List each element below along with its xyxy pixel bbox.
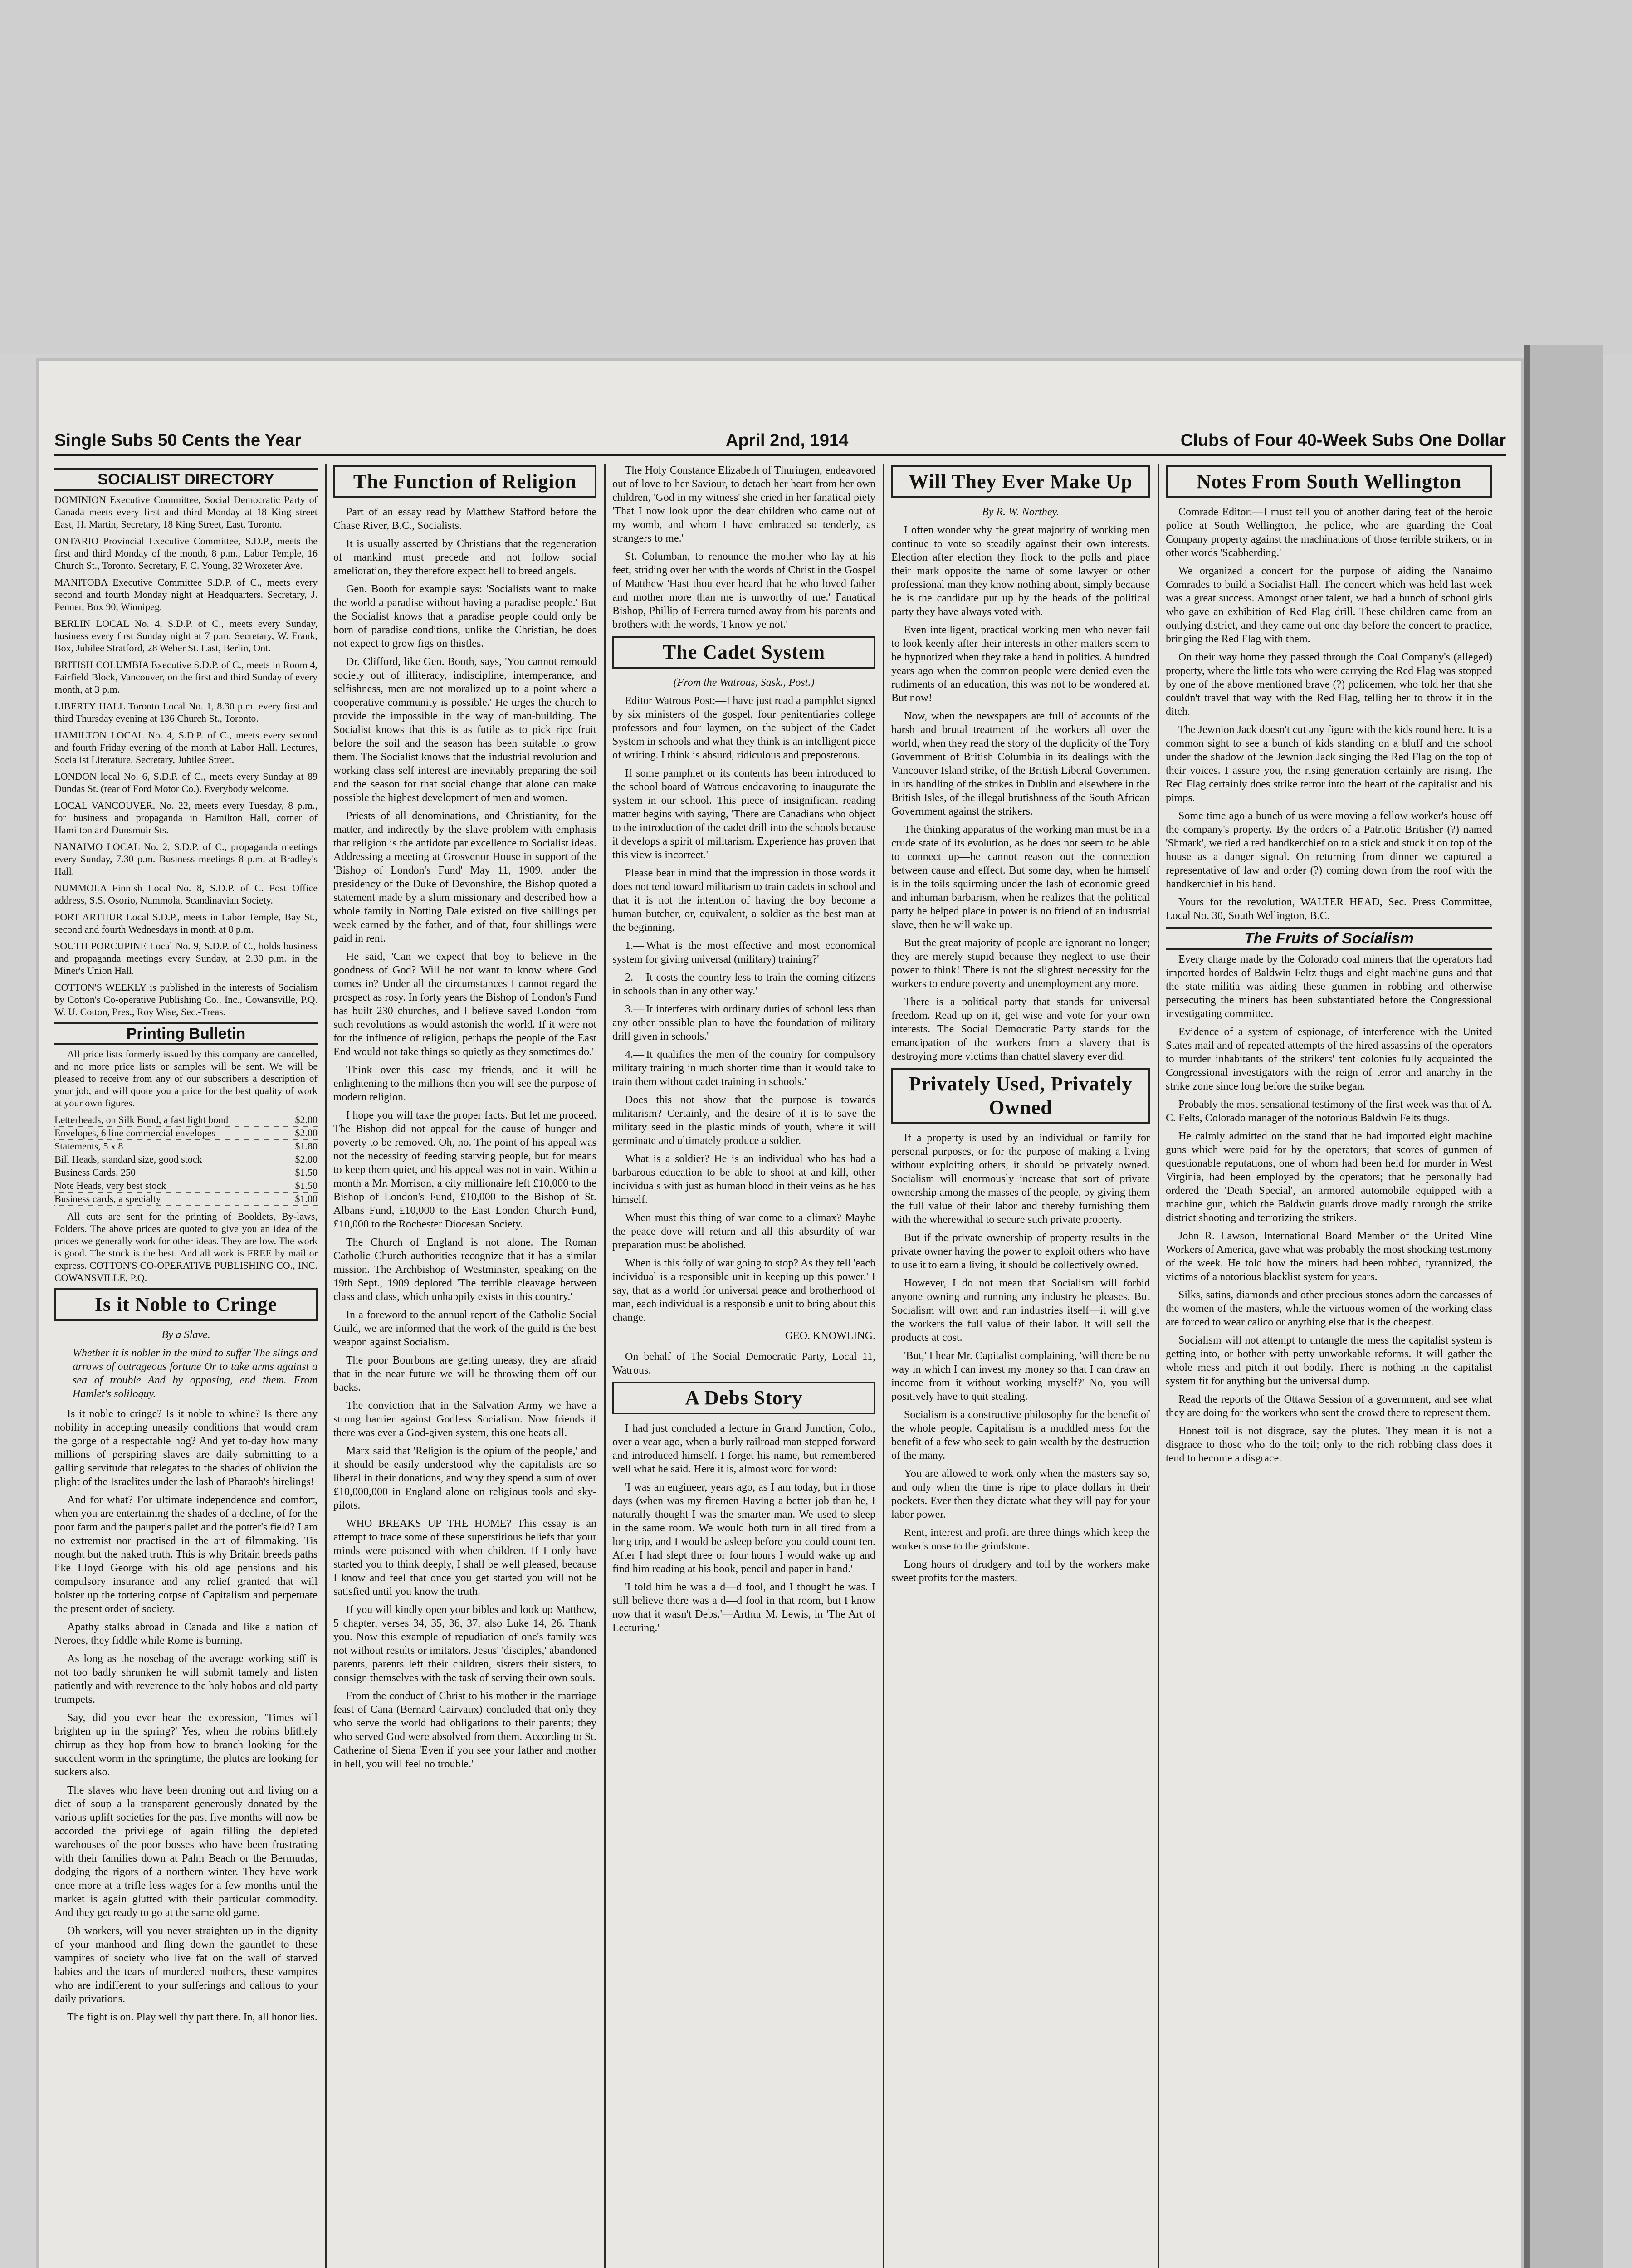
directory-entry: BRITISH COLUMBIA Executive S.D.P. of C., meets in Room 4, Fairfield Block, Vancouver, on the first and third Sunday of every month, at 3 p.m. xyxy=(54,659,318,695)
wellington-paragraph: On their way home they passed through the Coal Company's (alleged) property, where the little tots who were carrying the Red Flag was stopped by one of the above mentioned brave (?) policemen, who told her that she couldn't travel that way with the Red Flag, telling her to throw it in the ditch. xyxy=(1166,651,1492,718)
cadet-paragraph: On behalf of The Social Democratic Party, Local 11, Watrous. xyxy=(612,1351,875,1376)
cadet-paragraph: Does this not show that the purpose is towards militarism? Certainly, and the desire of it is to save the military seed in the plastic minds of youth, where it will germinate and ultimately produce a soldier. xyxy=(612,1094,875,1147)
column-3 xyxy=(612,464,875,2268)
club-rate: Clubs of Four 40-Week Subs One Dollar xyxy=(1180,431,1506,450)
wellington-headline-box xyxy=(1166,465,1492,498)
debs-headline-box xyxy=(612,1382,875,1414)
religion-paragraph: It is usually asserted by Christians that the regeneration of mankind must precede and not follow social amelioration, they therefore expect hell to breed angels. xyxy=(333,538,596,577)
makeup-paragraph: There is a political party that stands for universal freedom. Read up on it, get wise and vote for your own interests. The Social Democratic Party stands for the emancipation of the workers from a slavery that is destroying more victims than chattel slavery ever did. xyxy=(891,996,1150,1062)
subscription-rate: Single Subs 50 Cents the Year xyxy=(54,431,302,450)
directory-entry: MANITOBA Executive Committee S.D.P. of C., meets every second and fourth Monday night at Headquarters. Secretary, J. Penner, Box 90, Winnipeg. xyxy=(54,577,318,612)
wellington-paragraph: We organized a concert for the purpose of aiding the Nanaimo Comrades to build a Socialist Hall. The concert which was held last week was a great success. Amongst other talent, we had a bunch of school girls who gave an exhibition of Red Flag drill. These children came from an outlying district, and they came out one day before the concert to practice, bringing the Red Flag with them. xyxy=(1166,565,1492,645)
religion-continued: The Holy Constance Elizabeth of Thuringen, endeavored out of love to her Saviour, to detach her heart from her own children, 'God in my witness' she cried in her fanatical piety 'That I now look upon the dear children who came out of my womb, and whom I have embraced so tenderly, as strangers to me.' xyxy=(612,464,875,544)
cadet-paragraph: What is a soldier? He is an individual who has had a barbarous education to be able to shoot at and kill, other individuals with just as human blood in their veins as he has himself. xyxy=(612,1153,875,1206)
religion-paragraph: The Church of England is not alone. The Roman Catholic Church authorities recognize that it has a similar mission. The Archbishop of Westminster, speaking on the 19th Sept., 1909 deplored 'The terrible cleavage between class and class, which unhappily exists in this country.' xyxy=(333,1237,596,1303)
cringe-paragraph: Apathy stalks abroad in Canada and like a nation of Neroes, they fiddle while Rome is burning. xyxy=(54,1621,318,1647)
price-value: $1.50 xyxy=(295,1180,318,1191)
cringe-paragraph: As long as the nosebag of the average working stiff is not too badly shrunken he will submit tamely and listen patiently and with reverence to the holy hobos and old party trumpets. xyxy=(54,1653,318,1706)
price-row xyxy=(54,1153,318,1166)
fruits-paragraph: Socialism will not attempt to untangle the mess the capitalist system is getting into, or bother with petty unworkable reforms. It will gather the whole mess and pitch it out bodily. There is nothing in the capitalist system fit for anything but the universal dump. xyxy=(1166,1334,1492,1387)
private-paragraph: You are allowed to work only when the masters say so, and only when the time is ripe to place dollars in their pockets. Ever then they dictate what they will pay for your labor power. xyxy=(891,1468,1150,1520)
directory-entry: ONTARIO Provincial Executive Committee, S.D.P., meets the first and third Monday of the month, 8 p.m., Labor Temple, 16 Church St., Toronto. Secretary, F. C. Young, 32 Wroxeter Ave. xyxy=(54,535,318,571)
wellington-paragraph: Comrade Editor:—I must tell you of another daring feat of the heroic police at South Wellington, the police, who are guarding the Coal Company property against the machinations of those terrible strikers, or in other words 'Scabherding.' xyxy=(1166,506,1492,559)
makeup-title: Will They Ever Make Up xyxy=(909,470,1133,493)
wellington-title: Notes From South Wellington xyxy=(1197,470,1461,493)
cringe-headline-box xyxy=(54,1288,318,1321)
cadet-paragraph: 4.—'It qualifies the men of the country for compulsory military training in much shorter time than it would take to train them without cadet training in schools.' xyxy=(612,1049,875,1088)
private-paragraph: If a property is used by an individual or family for personal purposes, or for the purpose of making a living without exploiting others, it should be privately owned. Socialism will enormously increase that sort of private ownership among the masses of the people, by giving them the full value of their labor and thereby furnishing them with the wherewithal to secure such private property. xyxy=(891,1132,1150,1226)
column-rule xyxy=(1158,464,1159,2268)
cringe-paragraph: The fight is on. Play well thy part there. In, all honor lies. xyxy=(67,2011,318,2023)
private-paragraph: 'But,' I hear Mr. Capitalist complaining, 'will there be no way in which I can invest my money so that I can draw an income from it without working myself?' No, you will positively have to quit stealing. xyxy=(891,1350,1150,1403)
price-item: Business cards, a specialty xyxy=(54,1193,161,1204)
private-paragraph: Long hours of drudgery and toil by the workers make sweet profits for the masters. xyxy=(891,1559,1150,1584)
fruits-paragraph: Probably the most sensational testimony of the first week was that of A. C. Felts, Colorado manager of the notorious Baldwin Felts thugs. xyxy=(1166,1099,1492,1124)
directory-entry: LIBERTY HALL Toronto Local No. 1, 8.30 p.m. every first and third Thursday evening at 136 Church St., Toronto. xyxy=(54,700,318,724)
religion-paragraph: Part of an essay read by Matthew Stafford before the Chase River, B.C., Socialists. xyxy=(333,506,596,532)
cadet-title: The Cadet System xyxy=(662,641,826,663)
private-title: Privately Used, Privately Owned xyxy=(909,1073,1133,1119)
religion-paragraph: The conviction that in the Salvation Army we have a strong barrier against Godless Socialism. Now friends if there was ever a God-given system, this one beats all. xyxy=(333,1400,596,1439)
price-row xyxy=(54,1127,318,1140)
price-item: Statements, 5 x 8 xyxy=(54,1140,123,1152)
cadet-paragraph: 3.—'It interferes with ordinary duties of school less than any other possible plan to have the foundation of military drill given in schools.' xyxy=(612,1003,875,1042)
religion-paragraph: In a foreword to the annual report of the Catholic Social Guild, we are informed that the work of the guild is the best weapon against Socialism. xyxy=(333,1309,596,1348)
debs-paragraph: I had just concluded a lecture in Grand Junction, Colo., over a year ago, when a burly railroad man stepped forward and introduced himself. I forget his name, but remembered well what he said. Here it is, almost word for word: xyxy=(612,1422,875,1475)
price-row xyxy=(54,1166,318,1179)
makeup-paragraph: Even intelligent, practical working men who never fail to look keenly after their interests in other matters seem to be hypnotized when they take a hand in politics. A hundred years ago when the common people were denied even the rudiments of an education, this was not to be wondered at. But now! xyxy=(891,624,1150,704)
religion-paragraph: The poor Bourbons are getting uneasy, they are afraid that in the near future we will be throwing them off our backs. xyxy=(333,1354,596,1393)
religion-paragraph: Think over this case my friends, and it will be enlightening to the millions then you will see the purpose of modern religion. xyxy=(333,1064,596,1103)
debs-title: A Debs Story xyxy=(685,1387,803,1409)
cringe-paragraph: And for what? For ultimate independence and comfort, when you are entertaining the shades of a decline, of for the poor farm and the pauper's pallet and the potter's field? I am no extremist nor practised in the art of filmmaking. Tis nought but the naked truth. This is why Britain breeds paths like Lloyd George with his old age pensions and his compulsory insurance and any relief granted that will bolster up the tottering corpse of Capitalism and perpetuate the present order of society. xyxy=(54,1494,318,1615)
religion-paragraph: Gen. Booth for example says: 'Socialists want to make the world a paradise without having a paradise people.' But the Socialist knows that a paradise people could only be born of paradise conditions, unlike the Christian, he does not expect to grow figs on thistles. xyxy=(333,583,596,650)
price-value: $1.00 xyxy=(295,1193,318,1204)
religion-paragraph: Marx said that 'Religion is the opium of the people,' and it should be easily understood why the capitalists are so liberal in their donations, and why they spend a sum of over £10,000,000 in England alone on religious tools and sky-pilots. xyxy=(333,1445,596,1511)
religion-paragraph: WHO BREAKS UP THE HOME? This essay is an attempt to trace some of these superstitious beliefs that your minds were poisoned with when children. If I only have started you to think deeply, I shall be well pleased, because I know and feel that once you get started you will not be satisfied until you know the truth. xyxy=(333,1518,596,1598)
printing-footer: All cuts are sent for the printing of Booklets, By-laws, Folders. The above prices are quoted to give you an idea of the prices we generally work for other ideas. They are low. The work is good. The stock is the best. And all work is FREE by mail or express. COTTON'S CO-OPERATIVE PUBLISHING CO., INC. COWANSVILLE, P.Q. xyxy=(54,1211,318,1283)
cringe-epigraph: Whether it is nobler in the mind to suffer The slings and arrows of outrageous fortune Or to take arms against a sea of trouble And by opposing, end them. From Hamlet's soliloquy. xyxy=(73,1347,318,1400)
fruits-paragraph: John R. Lawson, International Board Member of the United Mine Workers of America, gave what was probably the most shocking testimony of the week. He told how the miners had been robbed, tyrannized, the victims of a notorious blacklist system for years. xyxy=(1166,1230,1492,1283)
directory-entry: COTTON'S WEEKLY is published in the interests of Socialism by Cotton's Co-operative Publishing Co., Inc., Cowansville, P.Q. W. U. Cotton, Pres., Roy Wise, Sec.-Treas. xyxy=(54,982,318,1017)
fruits-paragraph: Honest toil is not disgrace, say the plutes. They mean it is not a disgrace to those who do the toil; only to the rich robbing class does it tend to become a disgrace. xyxy=(1166,1425,1492,1464)
private-paragraph: However, I do not mean that Socialism will forbid anyone owning and running any industry he pleases. But Socialism will own and run industries itself—it will give the workers the full value of their labor. It will sell the products at cost. xyxy=(891,1277,1150,1344)
column-rule xyxy=(604,464,606,2268)
directory-entry: BERLIN LOCAL No. 4, S.D.P. of C., meets every Sunday, business every first Sunday night at 7 p.m. Secretary, W. Frank, Box, Jubilee Stratford, 28 Weber St. East, Berlin, Ont. xyxy=(54,618,318,654)
directory-entry: LONDON local No. 6, S.D.P. of C., meets every Sunday at 89 Dundas St. (rear of Ford Motor Co.). Everybody welcome. xyxy=(54,771,318,794)
cringe-paragraph: Is it noble to cringe? Is it noble to whine? Is there any nobility in accepting uneasily conditions that would cram the gorge of a respectable hog? And yet to-day how many millions of perspiring slaves are daily submitting to a galling servitude that relegates to the shades of oblivion the plight of the Israelites under the lash of Pharaoh's hirelings! xyxy=(54,1408,318,1488)
makeup-byline: By R. W. Northey. xyxy=(982,506,1059,518)
price-item: Business Cards, 250 xyxy=(54,1167,136,1178)
directory-entry: NUMMOLA Finnish Local No. 8, S.D.P. of C. Post Office address, S.S. Osorio, Nummola, Scandinavian Society. xyxy=(54,882,318,906)
fruits-paragraph: He calmly admitted on the stand that he had imported eight machine guns which were paid for by the operators; that scores of gunmen of questionable reputations, one of whom had been held for murder in West Virginia, had been employed by the operators; that he personally had ordered the 'Death Special', an armored automobile equipped with a machine gun, which the Baldwin guards drove madly through the strike district shooting and terrorizing the strikers. xyxy=(1166,1130,1492,1224)
directory-entry: HAMILTON LOCAL No. 4, S.D.P. of C., meets every second and fourth Friday evening of the month at Labor Hall. Lectures, Socialist Literature. Secretary, Jubilee Street. xyxy=(54,729,318,765)
religion-paragraph: From the conduct of Christ to his mother in the marriage feast of Cana (Bernard Cairvaux) concluded that only they who serve the world had obligations to their parents; they who served God were absolved from them. According to St. Catherine of Siena 'Even if you see your father and mother in hell, you will feel no trouble.' xyxy=(333,1690,596,1770)
cadet-paragraph: Editor Watrous Post:—I have just read a pamphlet signed by six ministers of the gospel, four penitentiaries college professors and four laymen, on the subject of the Cadet System in schools and what they think is an intelligent piece of writing. I think is absurd, ridiculous and preposterous. xyxy=(612,695,875,761)
cadet-paragraph: 1.—'What is the most effective and most economical system for giving universal (military) training?' xyxy=(612,940,875,965)
price-value: $1.50 xyxy=(295,1167,318,1178)
column-4 xyxy=(891,464,1150,2268)
cadet-paragraph: 2.—'It costs the country less to train the coming citizens in schools than in any other way.' xyxy=(612,972,875,997)
debs-paragraph: 'I was an engineer, years ago, as I am today, but in those days (when was my firemen Having a better job than he, I naturally thought I was the smarter man. We used to sleep in the same room. We would both turn in all tired from a long trip, and I would be asleep before you could count ten. After I had slept three or four hours I would wake up and find him reading at his book, pencil and paper in hand.' xyxy=(612,1481,875,1575)
fruits-paragraph: Evidence of a system of espionage, of interference with the United States mail and of repeated attempts of the hired assassins of the operators to murder inhabitants of the strikers' tent colonies fully acquainted the Congressional investigators with the reign of terror and anarchy in the strike zone since long before the strike began. xyxy=(1166,1026,1492,1092)
directory-entry: NANAIMO LOCAL No. 2, S.D.P. of C., propaganda meetings every Sunday, 7.30 p.m. Business meetings 8 p.m. at Bradley's Hall. xyxy=(54,841,318,877)
paper-edge-shadow xyxy=(1524,345,1603,2268)
directory-entry: SOUTH PORCUPINE Local No. 9, S.D.P. of C., holds business and propaganda meetings every Sunday, at 2.30 p.m. in the Miner's Union Hall. xyxy=(54,940,318,976)
debs-paragraph: 'I told him he was a d—d fool, and I thought he was. I still believe there was a d—d fool in that room, but I know now that it wasn't Debs.'—Arthur M. Lewis, in 'The Art of Lecturing.' xyxy=(612,1581,875,1634)
column-rule xyxy=(325,464,327,2268)
private-paragraph: Socialism is a constructive philosophy for the benefit of the whole people. Capitalism is a muddled mess for the benefit of a few who seek to gain wealth by the destruction of the many. xyxy=(891,1409,1150,1461)
price-row xyxy=(54,1193,318,1206)
cringe-title: Is it Noble to Cringe xyxy=(94,1293,278,1315)
religion-paragraph: I hope you will take the proper facts. But let me proceed. The Bishop did not appeal for the cause of hunger and poverty to be removed. Oh, no. The point of his appeal was not the necessity of feeding starving people, but for means to keep them quiet, and his appeal was not in vain. Within a month a Mr. Morrison, a city millionaire left £10,000 to the Bishop of London's Fund, £10,000 to the Bishop of St. Albans Fund, £10,000 to the East London Church Fund, £10,000 to the Rochester Diocesan Society. xyxy=(333,1110,596,1230)
religion-headline-box xyxy=(333,465,596,498)
fruits-paragraph: Silks, satins, diamonds and other precious stones adorn the carcasses of the women of the masters, while the virtuous women of the working class are forced to wear calico or anything else that is the cheapest. xyxy=(1166,1289,1492,1328)
private-paragraph: But if the private ownership of property results in the private owner having the power to exploit others who have to use it to earn a living, it should be collectively owned. xyxy=(891,1232,1150,1271)
column-2 xyxy=(333,464,596,2268)
scan-background-top xyxy=(0,0,1632,354)
cadet-paragraph: If some pamphlet or its contents has been introduced to the school board of Watrous endeavoring to inaugurate the system in our school. This piece of insignificant reading matter begins with saying, 'There are Canadians who object to the introduction of the cadet drill into the schools because it develops a spirit of militarism. Experience has proven that this view is incorrect.' xyxy=(612,767,875,861)
directory-entry: LOCAL VANCOUVER, No. 22, meets every Tuesday, 8 p.m., for business and propaganda in Hamilton Hall, corner of Hamilton and Dunsmuir Sts. xyxy=(54,800,318,836)
price-item: Note Heads, very best stock xyxy=(54,1180,166,1191)
wellington-paragraph: The Jewnion Jack doesn't cut any figure with the kids round here. It is a common sight to see a bunch of kids standing on a bluff and the school under the shadow of the Jewnion Jack singing the Red Flag on the top of their voices. I assure you, the rising generation certainly are rising. The Red Flag certainly does strike terror into the heart of the capitalist and his pimps. xyxy=(1166,724,1492,804)
wellington-paragraph: Yours for the revolution, WALTER HEAD, Sec. Press Committee, Local No. 30, South Wellington, B.C. xyxy=(1166,896,1492,922)
cringe-paragraph: Say, did you ever hear the expression, 'Times will brighten up in the spring?' Yes, when the robins blithely chirrup as they hop from bow to branch looking for the succulent worm in the springtime, the plutes are looking for suckers also. xyxy=(54,1712,318,1778)
religion-continued: St. Columban, to renounce the mother who lay at his feet, striding over her with the words of Christ in the Gospel of Matthew 'Hast thou ever heard that he who loved father and mother more than me is unworthy of me.' Fanatical Bishop, Phillip of Ferrera turned away from his parents and brothers with the words, 'I know ye not.' xyxy=(612,551,875,631)
cadet-paragraph: Please bear in mind that the impression in those words it does not tend toward militarism to train cadets in school and that it is not the intention of having the boy become a human butcher, or, equivalent, a soldier as the best man at the beginning. xyxy=(612,867,875,934)
makeup-paragraph: I often wonder why the great majority of working men continue to vote so steadily against their own interests. Election after election they flock to the polls and place their mark opposite the name of some lawyer or other professional man they know nothing about, simply because he is the candidate put up by the heads of the political party they have always voted with. xyxy=(891,524,1150,618)
private-headline-box xyxy=(891,1068,1150,1124)
masthead xyxy=(54,431,1506,456)
cringe-paragraph: The slaves who have been droning out and living on a diet of soup a la transparent generously donated by the various uplift societies for the past five months will now be accorded the privilege of again filling the depleted warehouses of the poor bosses who have been frustrating with their families down at Palm Beach or the Bermudas, dodging the rigors of a northern winter. They have work once more at a trifle less wages for a few months until the market is again glutted with their particular commodity. And they get ready to go at the same old game. xyxy=(54,1784,318,1919)
religion-paragraph: If you will kindly open your bibles and look up Matthew, 5 chapter, verses 34, 35, 36, 37, also Luke 14, 26. Thank you. Now this example of repudiation of one's family was not without results or imitators. Jesus' 'disciples,' abandoned parents, parents left their children, sisters their sisters, to consign themselves with the task of serving their own souls. xyxy=(333,1604,596,1684)
cadet-signature: GEO. KNOWLING. xyxy=(785,1330,875,1342)
makeup-paragraph: The thinking apparatus of the working man must be in a crude state of its evolution, as he does not seem to be able to connect up—he cannot reason out the connection between cause and effect. But some day, when he himself is in the toils squirming under the lash of economic greed and inhuman barbarism, when he realizes that the political party he helped place in power is no friend of an industrial slave, then he will wake up. xyxy=(891,824,1150,931)
printing-intro: All price lists formerly issued by this company are cancelled, and no more price lists or samples will be sent. We will be pleased to receive from any of our subscribers a description of your job, and will quote you a price for the best quality of work at your own figures. xyxy=(54,1048,318,1109)
price-value: $2.00 xyxy=(295,1114,318,1125)
cadet-paragraph: When is this folly of war going to stop? As they tell 'each individual is a responsible unit in keeping up this power.' I say, that as a world for universal peace and brotherhood of man, each individual is a responsible unit to bring about this change. xyxy=(612,1257,875,1324)
cadet-headline-box xyxy=(612,636,875,669)
makeup-paragraph: But the great majority of people are ignorant no longer; they are merely stupid because they neglect to use their power to think! There is not the slightest necessity for the workers to endure poverty and unemployment any more. xyxy=(891,937,1150,990)
religion-paragraph: He said, 'Can we expect that boy to believe in the goodness of God? Will he not want to know where God comes in? Under all the circumstances I cannot regard the prospect as rosy. In forty years the Bishop of London's Fund has built 230 churches, and I believe saved London from such revolutions as would astonish the world. If it were not for the influence of religion, perhaps the people of the East End would not take things so quietly as they sometimes do.' xyxy=(333,951,596,1058)
cringe-paragraph: Oh workers, will you never straighten up in the dignity of your manhood and fling down the gauntlet to these vampires of society who live fat on the wall of starved babies and the tears of murdered mothers, these vampires who are indifferent to your sufferings and callous to your daily privations. xyxy=(54,1925,318,2005)
price-value: $1.80 xyxy=(295,1140,318,1152)
wellington-paragraph: Some time ago a bunch of us were moving a fellow worker's house off the company's property. By the orders of a Patriotic Britisher (?) named 'Shmark', we tied a red handkerchief on to a stick and stuck it on top of the house as a danger signal. On returning from dinner we captured a representative of law and order (?) coming down from the roof with the handkerchief in his hand. xyxy=(1166,810,1492,890)
issue-date: April 2nd, 1914 xyxy=(726,431,849,450)
cadet-paragraph: When must this thing of war come to a climax? Maybe the peace dove will return and all this absurdity of war preparation must be abolished. xyxy=(612,1212,875,1251)
directory-entry: DOMINION Executive Committee, Social Democratic Party of Canada meets every first and third Monday at 18 King street East, H. Martin, Secretary, 18 King Street, East, Toronto. xyxy=(54,494,318,530)
fruits-paragraph: Read the reports of the Ottawa Session of a government, and see what they are doing for the workers who sent the crowd there to represent them. xyxy=(1166,1393,1492,1419)
price-value: $2.00 xyxy=(295,1127,318,1139)
newspaper-page xyxy=(36,358,1524,2268)
fruits-paragraph: Every charge made by the Colorado coal miners that the operators had imported hordes of Baldwin Feltz thugs and eight machine guns and that the state militia was aiding these gunmen in robbing and otherwise persecuting the miners has been substantiated before the Congressional investigating committee. xyxy=(1166,953,1492,1020)
makeup-paragraph: Now, when the newspapers are full of accounts of the harsh and brutal treatment of the workers all over the world, when they read the story of the duplicity of the Tory Government of British Columbia in its dealings with the Vancouver Island strike, of the British Liberal Government in its handling of the strikes in Dublin and elsewhere in the British Isles, of the illegal brutishness of the South African Government against the strikers. xyxy=(891,710,1150,817)
religion-paragraph: Priests of all denominations, and Christianity, for the matter, and indirectly by the slave problem with emphasis that religion is the antidote par excellence to Socialist ideas. Addressing a meeting at Grosvenor House in support of the 'Bishop of London's Fund' May 11, 1909, under the presidency of the Duke of Devonshire, the Bishop quoted a statement made by a slum missionary and described how a whole family in Notting Dale existed on five shillings per week earned by the father, and of that, four shillings were paid in rent. xyxy=(333,810,596,944)
makeup-headline-box xyxy=(891,465,1150,498)
price-row xyxy=(54,1179,318,1193)
cadet-byline: (From the Watrous, Sask., Post.) xyxy=(673,677,815,689)
price-item: Bill Heads, standard size, good stock xyxy=(54,1154,202,1165)
column-1 xyxy=(54,464,318,2268)
religion-paragraph: Dr. Clifford, like Gen. Booth, says, 'You cannot remould society out of illiteracy, indiscipline, intemperance, and selfishness, men are not moralized up to a point where a cooperative community is possible.' He urges the church to provide the impossible in the way of man-building. The Socialist knows that this is as futile as to pick ripe fruit before the soil and the season has been suitable to grow them. The Socialist knows that the industrial revolution and working class self interest are inevitably preparing the soil and the season for that social change that alone can make possible the highest development of men and women. xyxy=(333,656,596,804)
printing-bulletin-title: Printing Bulletin xyxy=(54,1022,318,1045)
private-paragraph: Rent, interest and profit are three things which keep the worker's nose to the grindstone. xyxy=(891,1527,1150,1552)
price-row xyxy=(54,1140,318,1153)
price-item: Envelopes, 6 line commercial envelopes xyxy=(54,1127,215,1139)
price-row xyxy=(54,1114,318,1127)
directory-entry: PORT ARTHUR Local S.D.P., meets in Labor Temple, Bay St., second and fourth Wednesdays in month at 8 p.m. xyxy=(54,911,318,935)
cringe-byline: By a Slave. xyxy=(161,1329,210,1341)
religion-title: The Function of Religion xyxy=(353,470,577,493)
price-value: $2.00 xyxy=(295,1154,318,1165)
directory-title: SOCIALIST DIRECTORY xyxy=(54,468,318,491)
fruits-title: The Fruits of Socialism xyxy=(1166,927,1492,950)
column-rule xyxy=(883,464,884,2268)
price-item: Letterheads, on Silk Bond, a fast light bond xyxy=(54,1114,229,1125)
column-5 xyxy=(1166,464,1492,2268)
